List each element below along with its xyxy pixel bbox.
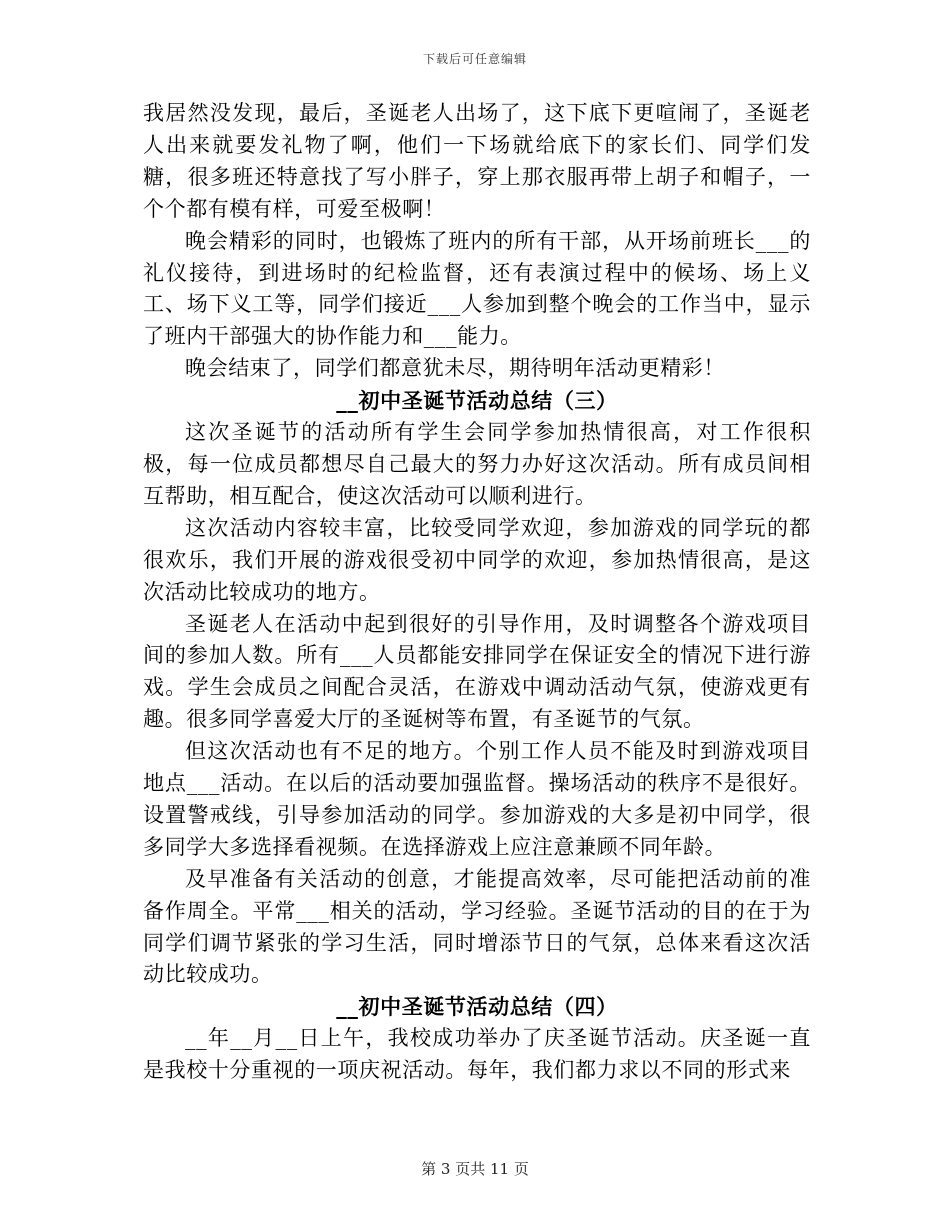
page-header: 下载后可任意编辑 <box>422 52 527 66</box>
document-body <box>143 98 811 1087</box>
page-number-footer: 第 3 页共 11 页 <box>421 1160 529 1178</box>
paragraph: 晚会精彩的同时，也锻炼了班内的所有干部，从开场前班长___的礼仪接待，到进场时的纪检监督，还有表演过程中的候场、场上义工、场下义工等，同学们接近___人参加到整个晚会的工作当中，显示了班内干部强大的协作能力和___能力。 <box>143 228 811 349</box>
paragraph: 圣诞老人在活动中起到很好的引导作用，及时调整各个游戏项目间的参加人数。所有___人员都能安排同学在保证安全的情况下进行游戏。学生会成员之间配合灵活，在游戏中调动活动气氛，使游戏更有趣。很多同学喜爱大厅的圣诞树等布置，有圣诞节的气氛。 <box>143 611 811 732</box>
paragraph: 这次活动内容较丰富，比较受同学欢迎，参加游戏的同学玩的都很欢乐，我们开展的游戏很受初中同学的欢迎，参加热情很高，是这次活动比较成功的地方。 <box>143 515 811 604</box>
paragraph: 这次圣诞节的活动所有学生会同学参加热情很高，对工作很积极，每一位成员都想尽自己最大的努力办好这次活动。所有成员间相互帮助，相互配合，使这次活动可以顺利进行。 <box>143 420 811 508</box>
section-title-4: __初中圣诞节活动总结（四） <box>336 994 618 1020</box>
paragraph: 但这次活动也有不足的地方。个别工作人员不能及时到游戏项目地点___活动。在以后的活动要加强监督。操场活动的秩序不是很好。设置警戒线，引导参加活动的同学。参加游戏的大多是初中同学，很多同学大多选择看视频。在选择游戏上应注意兼顾不同年龄。 <box>143 739 811 859</box>
paragraph: __年__月__日上午，我校成功举办了庆圣诞节活动。庆圣诞一直是我校十分重视的一项庆祝活动。每年，我们都力求以不同的形式来 <box>143 1026 811 1083</box>
section-title-3: __初中圣诞节活动总结（三） <box>336 388 618 414</box>
paragraph: 晚会结束了，同学们都意犹未尽，期待明年活动更精彩！ <box>185 356 725 381</box>
paragraph-continuation: 我居然没发现，最后，圣诞老人出场了，这下底下更喧闹了，圣诞老人出来就要发礼物了啊，他们一下场就给底下的家长们、同学们发糖，很多班还特意找了写小胖子，穿上那衣服再带上胡子和帽子，一个个都有模有样，可爱至极啊！ <box>143 101 811 221</box>
paragraph: 及早准备有关活动的创意，才能提高效率，尽可能把活动前的准备作周全。平常___相关的活动，学习经验。圣诞节活动的目的在于为同学们调节紧张的学习生活，同时增添节日的气氛，总体来看这次活动比较成功。 <box>143 866 811 987</box>
